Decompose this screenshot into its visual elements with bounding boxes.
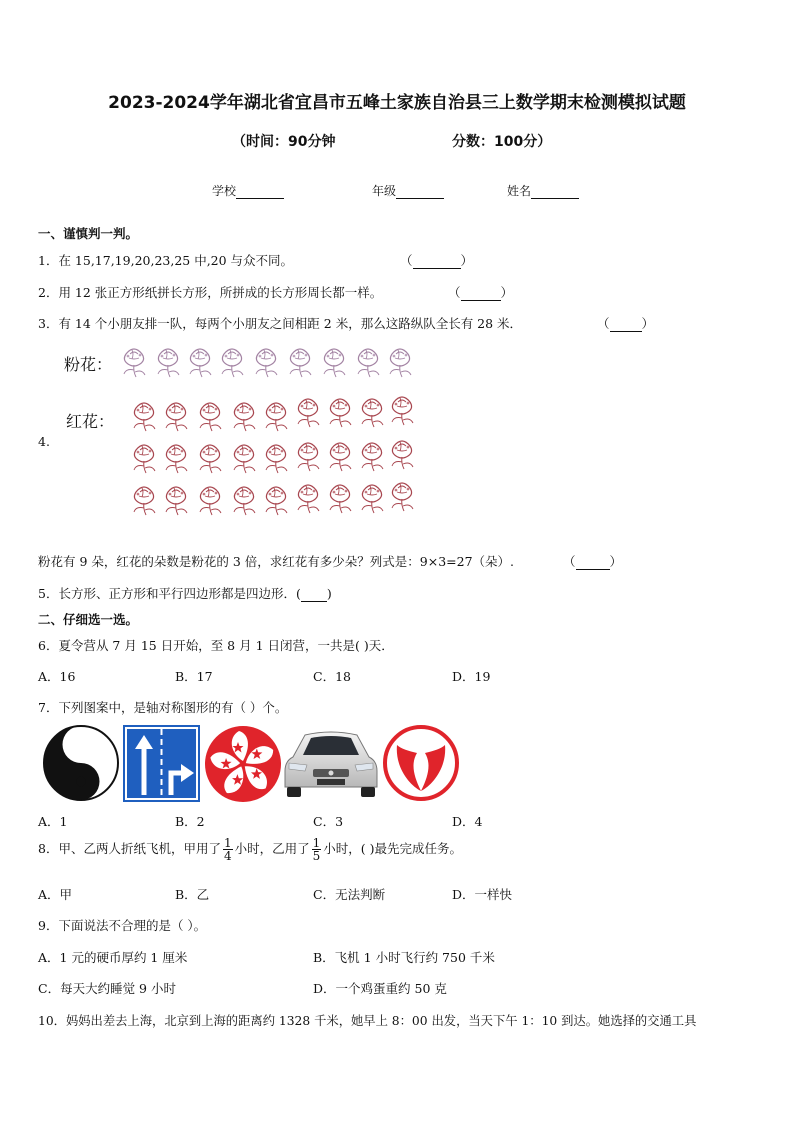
answer-blank-1[interactable]: （ ）: [400, 253, 474, 268]
q8-option-b[interactable]: B．乙: [175, 887, 210, 902]
answer-blank-4[interactable]: （ ）: [563, 554, 623, 569]
answer-blank-2[interactable]: （ ）: [448, 285, 514, 300]
exam-time: （时间：90分钟: [232, 134, 336, 150]
fraction-quarter: $\frac{1}{4}$: [223, 836, 232, 863]
pink-flowers: [124, 349, 411, 377]
page-title: 2023-2024学年湖北省宜昌市五峰土家族自治县三上数学期末检测模拟试题: [108, 93, 686, 113]
q7-option-b[interactable]: B．2: [175, 814, 205, 829]
question-6: 6．夏令营从 7 月 15 日开始，至 8 月 1 日闭营，一共是( )天．: [38, 638, 394, 653]
red-flowers: [134, 397, 413, 515]
yin-yang-icon: [42, 724, 120, 802]
exam-score: 分数：100分）: [452, 134, 552, 150]
question-1: 1．在 15,17,19,20,23,25 中,20 与众不同。: [38, 253, 294, 268]
q6-option-c[interactable]: C．18: [313, 669, 351, 684]
q6-option-b[interactable]: B．17: [175, 669, 213, 684]
red-flower-label: 红花：: [66, 412, 115, 431]
section-2-heading: 二、仔细选一选。: [38, 612, 139, 627]
question-4-number: 4.: [38, 434, 50, 449]
answer-blank-3[interactable]: （ ）: [597, 316, 655, 331]
dongfeng-logo-icon: [383, 725, 459, 801]
question-8: 8．甲、乙两人折纸飞机，甲用了 $\frac{1}{4}$ 小时，乙用了 $\frac{1}{5}$ 小时，( )最先完成任务。: [38, 836, 462, 863]
q8-option-a[interactable]: A．甲: [38, 887, 73, 902]
question-2: 2．用 12 张正方形纸拼长方形，所拼成的长方形周长都一样。: [38, 285, 383, 300]
q8-option-c[interactable]: C．无法判断: [313, 887, 386, 902]
question-3: 3．有 14 个小朋友排一队，每两个小朋友之间相距 2 米，那么这路纵队全长有 28 米．: [38, 316, 523, 331]
q8-option-d[interactable]: D．一样快: [452, 887, 513, 902]
question-4-text: 粉花有 9 朵，红花的朵数是粉花的 3 倍，求红花有多少朵？列式是：9×3=27（朵）.: [38, 554, 515, 569]
q7-option-a[interactable]: A．1: [38, 814, 68, 829]
question-5: 5．长方形、正方形和平行四边形都是四边形．( ): [38, 586, 332, 601]
q9-option-d[interactable]: D．一个鸡蛋重约 50 克: [313, 981, 447, 996]
school-field: 学校: [212, 182, 284, 199]
q6-option-a[interactable]: A．16: [38, 669, 76, 684]
question-9: 9．下面说法不合理的是（ ）。: [38, 918, 207, 933]
section-1-heading: 一、谨慎判一判。: [38, 226, 139, 241]
q6-option-d[interactable]: D．19: [452, 669, 491, 684]
pink-flower-label: 粉花：: [64, 355, 113, 374]
fraction-fifth: $\frac{1}{5}$: [312, 836, 321, 863]
direction-sign-icon: [123, 725, 200, 802]
bauhinia-emblem-icon: [204, 725, 282, 803]
car-icon: [283, 727, 379, 801]
q9-option-b[interactable]: B．飞机 1 小时飞行约 750 千米: [313, 950, 495, 965]
question-10: 10．妈妈出差去上海，北京到上海的距离约 1328 千米，她早上 8：00 出发，当天下午 1：10 到达。她选择的交通工具: [38, 1014, 697, 1028]
q7-option-c[interactable]: C．3: [313, 814, 344, 829]
name-field: 姓名: [507, 182, 579, 199]
q7-option-d[interactable]: D．4: [452, 814, 483, 829]
flower-figure: [120, 340, 420, 520]
q9-option-a[interactable]: A．1 元的硬币厚约 1 厘米: [38, 950, 188, 965]
q9-option-c[interactable]: C．每天大约睡觉 9 小时: [38, 981, 176, 996]
grade-field: 年级: [372, 182, 444, 199]
question-7: 7．下列图案中，是轴对称图形的有（ ）个。: [38, 700, 288, 715]
